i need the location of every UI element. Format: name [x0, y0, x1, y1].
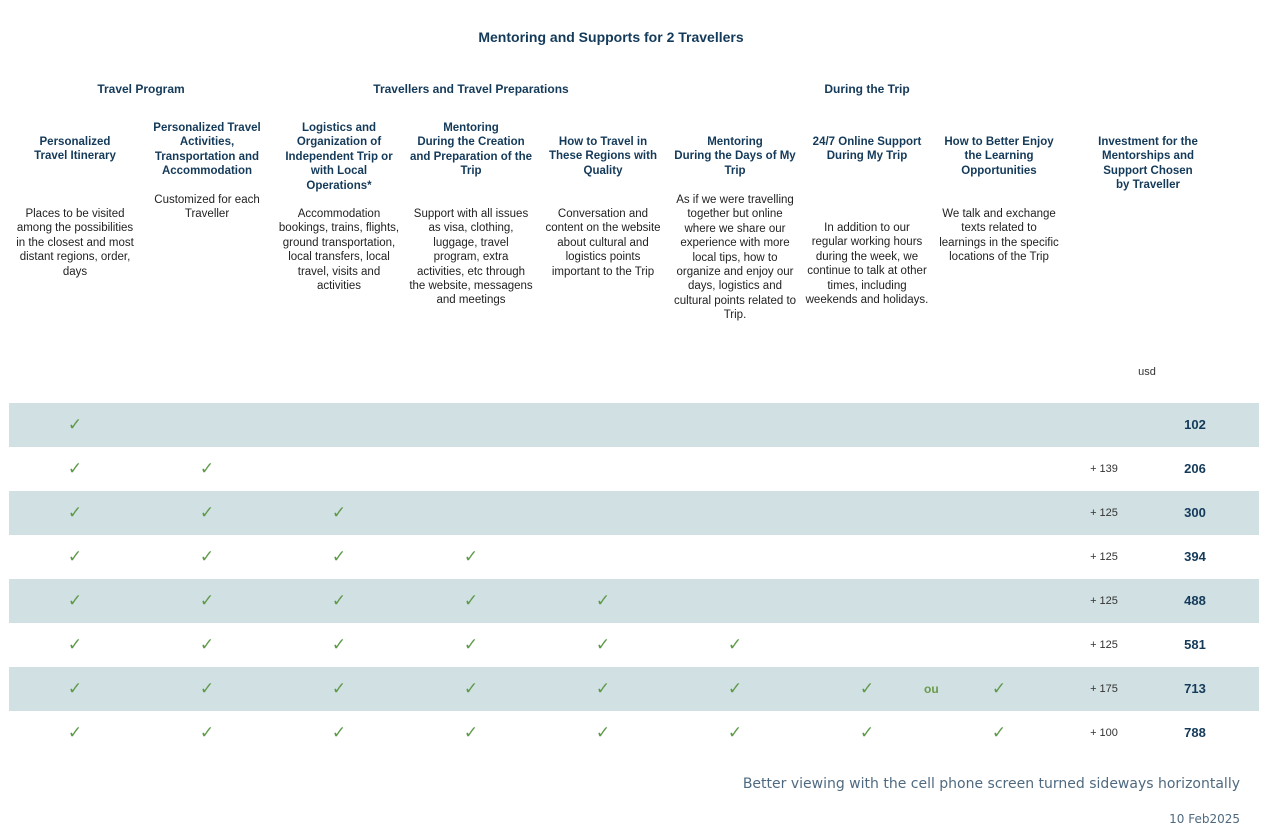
currency-label: usd — [1138, 366, 1156, 378]
group-during-trip: During the Trip — [824, 82, 910, 96]
price-total: 788 — [1184, 725, 1206, 740]
column-description: In addition to our regular working hours during the week, we continue to talk at other times, including weekends and holidays. — [805, 222, 929, 307]
check-icon: ✓ — [463, 723, 479, 742]
column-description: As if we were travelling together but online where we share our experience with more local tips, how to organize and enjoy our days, logistics and cultural points related to Trip. — [673, 194, 797, 322]
table-row — [9, 623, 1259, 667]
check-icon: ✓ — [67, 679, 83, 698]
check-icon: ✓ — [331, 591, 347, 610]
price-increment: + 125 — [1090, 551, 1118, 563]
check-icon: ✓ — [463, 547, 479, 566]
check-icon: ✓ — [67, 503, 83, 522]
price-total: 394 — [1184, 549, 1206, 564]
table-row — [9, 403, 1259, 447]
check-icon: ✓ — [331, 679, 347, 698]
column-header: How to Travel in These Regions with Quality — [549, 136, 657, 177]
check-icon: ✓ — [199, 635, 215, 654]
column-header: Investment for the Mentorships and Support Chosen by Traveller — [1098, 136, 1198, 192]
column-header: 24/7 Online Support During My Trip — [812, 136, 922, 163]
check-icon: ✓ — [859, 679, 875, 698]
column-header: Mentoring During the Creation and Preparation of the Trip — [409, 122, 533, 178]
price-increment: + 125 — [1090, 595, 1118, 607]
price-total: 713 — [1184, 681, 1206, 696]
or-label: ou — [924, 682, 939, 696]
check-icon: ✓ — [595, 723, 611, 742]
check-icon: ✓ — [67, 591, 83, 610]
date-label: 10 Feb2025 — [1169, 812, 1240, 826]
check-icon: ✓ — [67, 723, 83, 742]
price-total: 581 — [1184, 637, 1206, 652]
table-row — [9, 711, 1259, 755]
column-description: Places to be visited among the possibilities in the closest and most distant regions, order, days — [16, 208, 134, 278]
price-increment: + 125 — [1090, 639, 1118, 651]
check-icon: ✓ — [199, 547, 215, 566]
check-icon: ✓ — [727, 679, 743, 698]
check-icon: ✓ — [463, 679, 479, 698]
check-icon: ✓ — [991, 679, 1007, 698]
table-row — [9, 667, 1259, 711]
check-icon: ✓ — [991, 723, 1007, 742]
table-row — [9, 579, 1259, 623]
check-icon: ✓ — [67, 547, 83, 566]
price-total: 102 — [1184, 417, 1206, 432]
check-icon: ✓ — [727, 723, 743, 742]
check-icon: ✓ — [859, 723, 875, 742]
check-icon: ✓ — [595, 591, 611, 610]
check-icon: ✓ — [331, 503, 347, 522]
check-icon: ✓ — [331, 547, 347, 566]
price-total: 300 — [1184, 505, 1206, 520]
price-increment: + 175 — [1090, 683, 1118, 695]
check-icon: ✓ — [199, 591, 215, 610]
check-icon: ✓ — [463, 591, 479, 610]
column-description: Support with all issues as visa, clothing, luggage, travel program, extra activities, etc through the website, messagens and meetings — [409, 208, 533, 307]
check-icon: ✓ — [331, 723, 347, 742]
check-icon: ✓ — [199, 503, 215, 522]
table-row — [9, 535, 1259, 579]
footnote: Better viewing with the cell phone screen turned sideways horizontally — [742, 776, 1240, 792]
column-header: Mentoring During the Days of My Trip — [674, 136, 796, 177]
column-description: Customized for each Traveller — [154, 194, 260, 221]
check-icon: ✓ — [199, 723, 215, 742]
table-row — [9, 447, 1259, 491]
column-header: How to Better Enjoy the Learning Opportunities — [944, 136, 1054, 177]
column-description: Accommodation bookings, trains, flights, ground transportation, local transfers, local travel, visits and activities — [278, 208, 400, 293]
price-increment: + 125 — [1090, 507, 1118, 519]
table-row — [9, 491, 1259, 535]
check-icon: ✓ — [199, 679, 215, 698]
group-travel-preparations: Travellers and Travel Preparations — [373, 82, 569, 96]
price-total: 206 — [1184, 461, 1206, 476]
check-icon: ✓ — [67, 415, 83, 434]
column-header: Personalized Travel Activities, Transportation and Accommodation — [153, 122, 261, 178]
check-icon: ✓ — [595, 679, 611, 698]
page-title: Mentoring and Supports for 2 Travellers — [478, 29, 744, 45]
check-icon: ✓ — [199, 459, 215, 478]
check-icon: ✓ — [67, 635, 83, 654]
check-icon: ✓ — [67, 459, 83, 478]
column-header: Logistics and Organization of Independent Trip or with Local Operations* — [285, 122, 393, 192]
column-description: Conversation and content on the website about cultural and logistics points important to the Trip — [545, 208, 661, 278]
price-increment: + 139 — [1090, 463, 1118, 475]
price-total: 488 — [1184, 593, 1206, 608]
column-description: We talk and exchange texts related to learnings in the specific locations of the Trip — [939, 208, 1059, 264]
check-icon: ✓ — [727, 635, 743, 654]
column-header: Personalized Travel Itinerary — [34, 136, 116, 163]
check-icon: ✓ — [331, 635, 347, 654]
check-icon: ✓ — [463, 635, 479, 654]
group-travel-program: Travel Program — [97, 82, 185, 96]
price-increment: + 100 — [1090, 727, 1118, 739]
check-icon: ✓ — [595, 635, 611, 654]
